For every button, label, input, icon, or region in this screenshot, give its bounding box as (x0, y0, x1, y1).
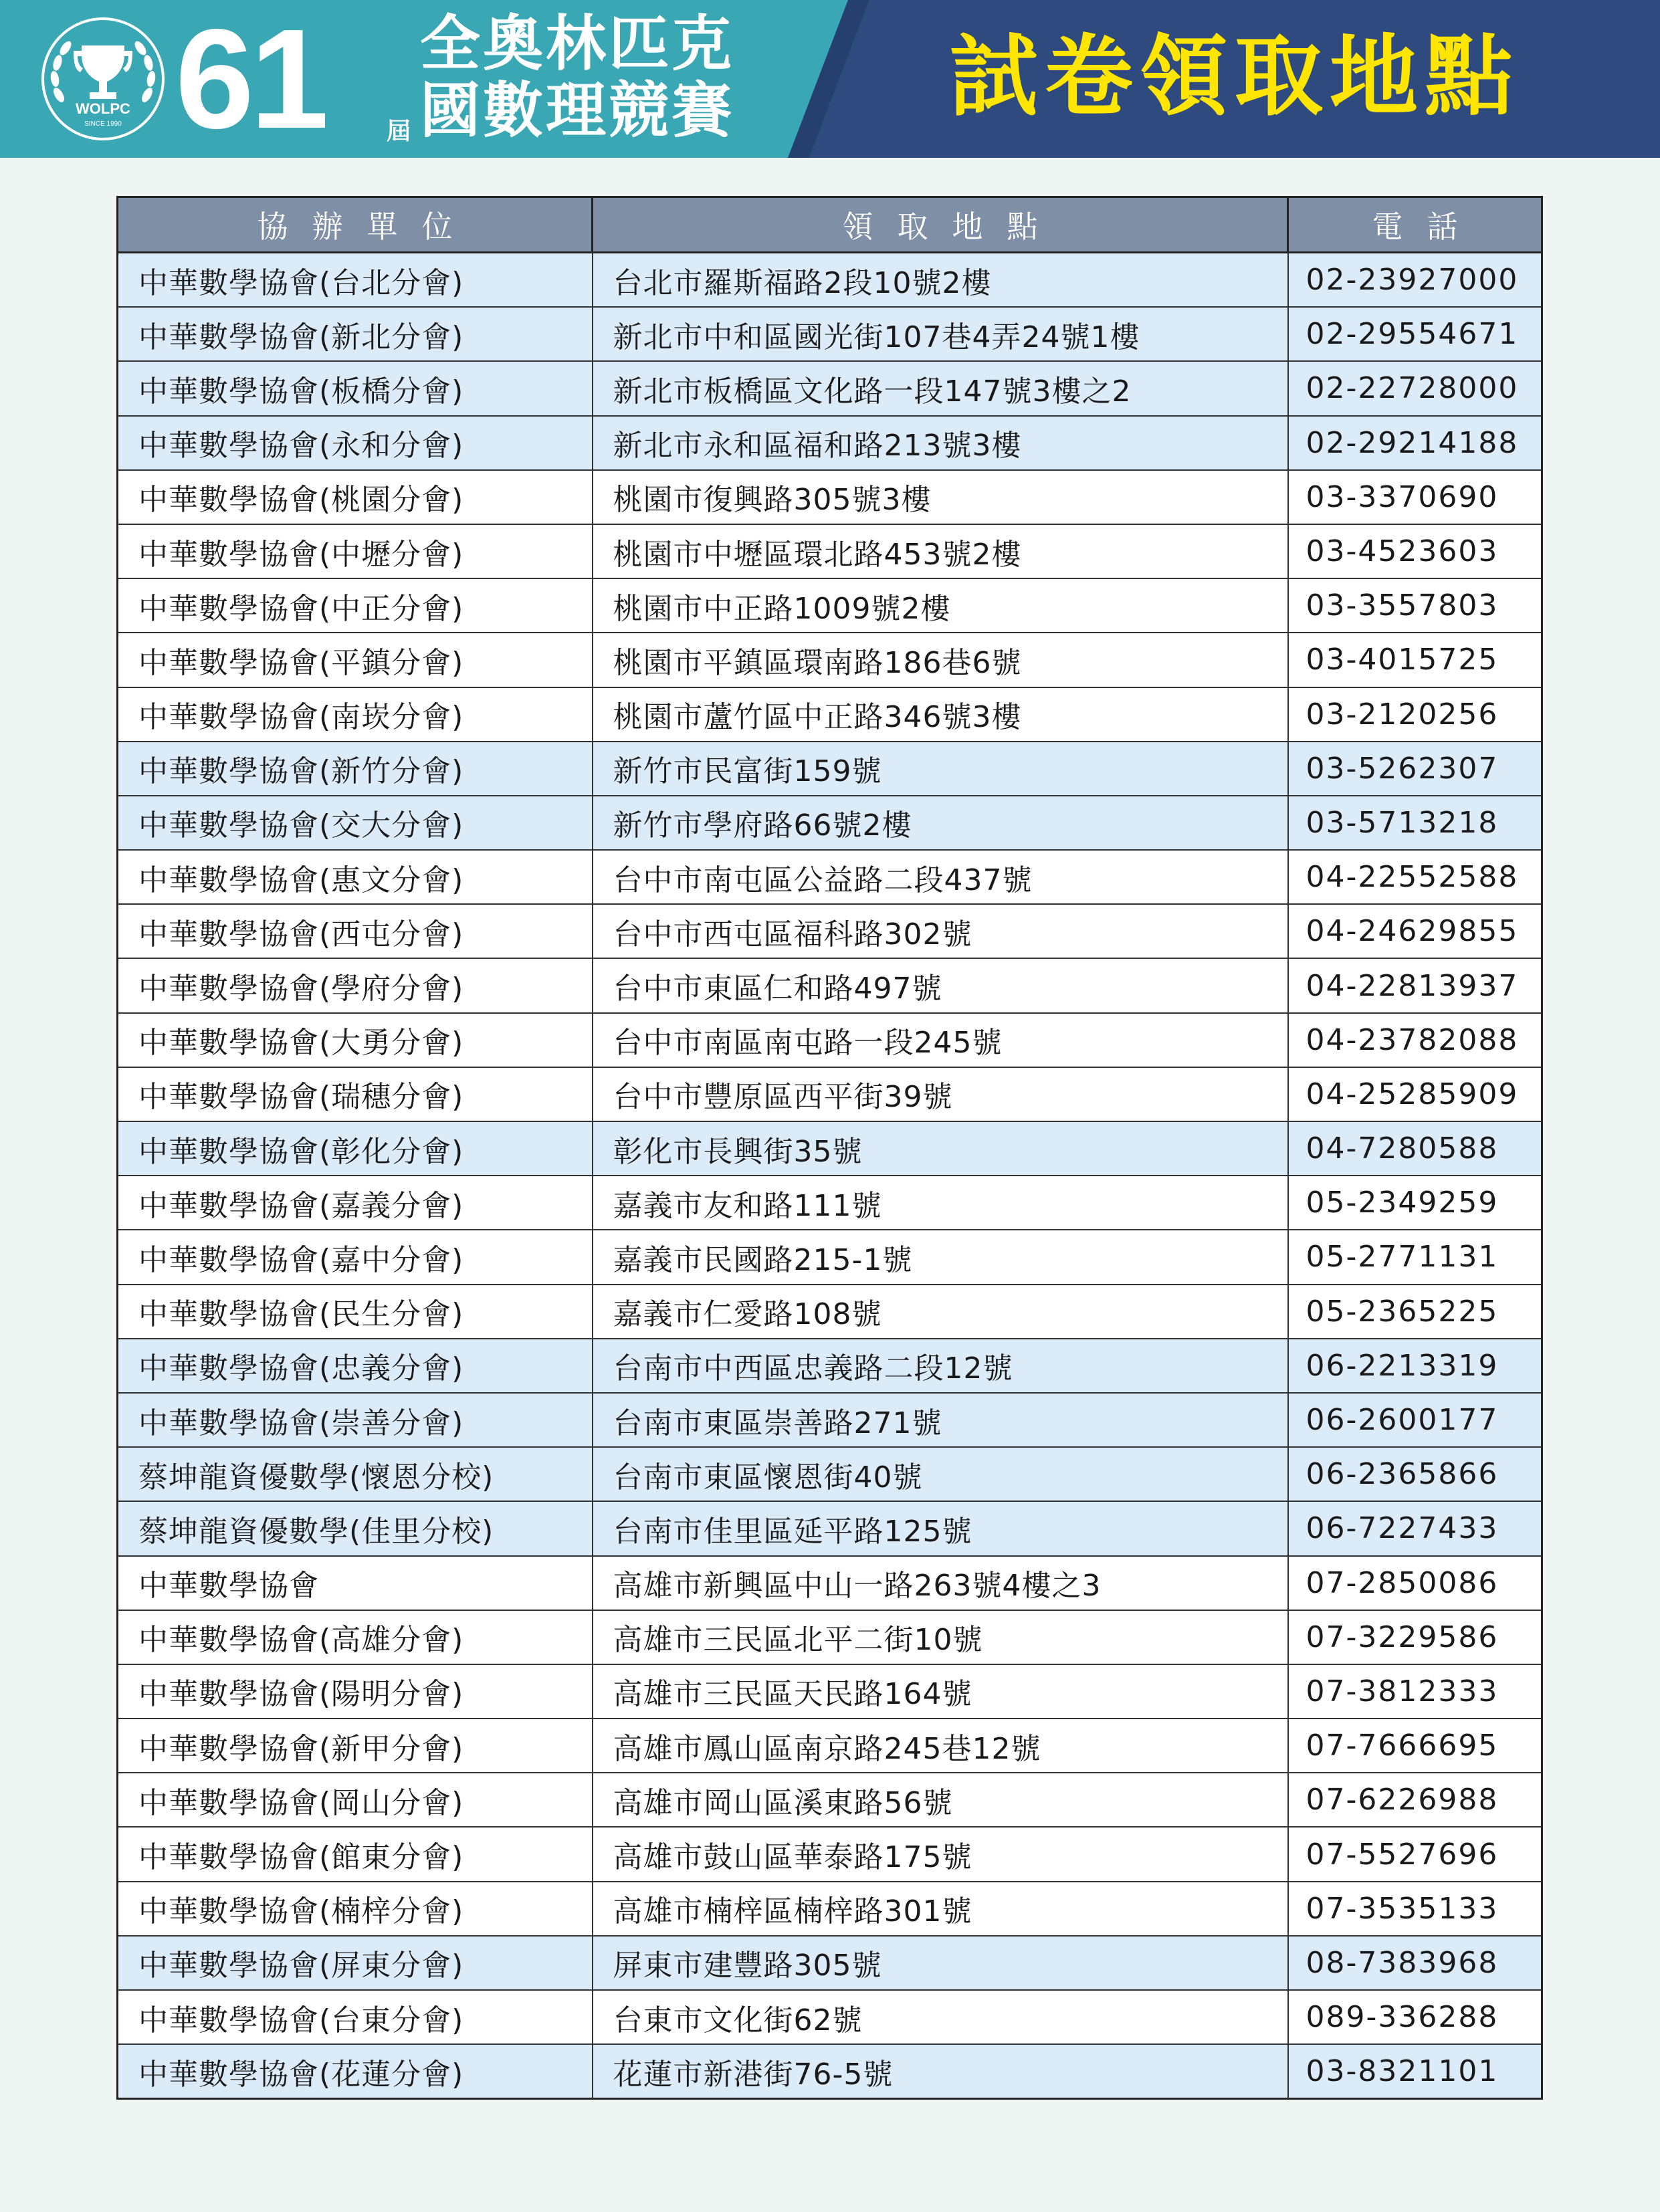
table-row (118, 1990, 1542, 2044)
address-cell: 台中市南區南屯路一段245號 (593, 1013, 1288, 1067)
table-row (118, 2044, 1542, 2099)
organizer-cell: 中華數學協會(瑞穗分會) (118, 1067, 593, 1121)
table-row (118, 578, 1542, 633)
address-cell: 嘉義市仁愛路108號 (593, 1285, 1288, 1339)
address-cell: 高雄市新興區中山一路263號4樓之3 (593, 1556, 1288, 1610)
organizer-cell: 中華數學協會(台北分會) (118, 253, 593, 308)
page-title: 試卷領取地點 (950, 25, 1520, 128)
competition-name-line1: 全奧林匹克 (420, 9, 734, 79)
address-cell: 台南市東區崇善路271號 (593, 1393, 1288, 1447)
table-row (118, 1827, 1542, 1881)
table-row (118, 1067, 1542, 1121)
phone-cell: 03-3370690 (1288, 470, 1542, 524)
organizer-cell: 中華數學協會(西屯分會) (118, 904, 593, 958)
organizer-cell: 中華數學協會(高雄分會) (118, 1610, 593, 1664)
phone-cell: 04-22552588 (1288, 850, 1542, 904)
organizer-cell: 中華數學協會(中壢分會) (118, 524, 593, 578)
organizer-cell: 中華數學協會(岡山分會) (118, 1773, 593, 1827)
table-row (118, 1013, 1542, 1067)
wolpc-logo (39, 15, 167, 143)
table-row (118, 524, 1542, 578)
address-cell: 桃園市蘆竹區中正路346號3樓 (593, 687, 1288, 742)
phone-cell: 04-22813937 (1288, 958, 1542, 1012)
table-row (118, 1664, 1542, 1719)
organizer-cell: 中華數學協會(嘉中分會) (118, 1230, 593, 1284)
table-row (118, 1230, 1542, 1284)
organizer-cell: 中華數學協會(中正分會) (118, 578, 593, 633)
address-cell: 花蓮市新港街76-5號 (593, 2044, 1288, 2099)
phone-cell: 03-2120256 (1288, 687, 1542, 742)
phone-cell: 07-5527696 (1288, 1827, 1542, 1881)
address-cell: 嘉義市友和路111號 (593, 1176, 1288, 1230)
phone-cell: 02-29554671 (1288, 307, 1542, 361)
organizer-cell: 中華數學協會(惠文分會) (118, 850, 593, 904)
table-row (118, 850, 1542, 904)
organizer-cell: 中華數學協會(忠義分會) (118, 1339, 593, 1393)
table-row (118, 416, 1542, 470)
address-cell: 桃園市平鎮區環南路186巷6號 (593, 633, 1288, 687)
organizer-cell: 中華數學協會(民生分會) (118, 1285, 593, 1339)
phone-cell: 03-4015725 (1288, 633, 1542, 687)
table-row (118, 1773, 1542, 1827)
phone-cell: 04-25285909 (1288, 1067, 1542, 1121)
organizer-cell: 中華數學協會(崇善分會) (118, 1393, 593, 1447)
page-header (0, 0, 1660, 158)
address-cell: 台東市文化街62號 (593, 1990, 1288, 2044)
table-row (118, 742, 1542, 796)
phone-cell: 06-2213319 (1288, 1339, 1542, 1393)
address-cell: 台中市東區仁和路497號 (593, 958, 1288, 1012)
phone-cell: 03-5262307 (1288, 742, 1542, 796)
table-row (118, 1393, 1542, 1447)
address-cell: 桃園市中壢區環北路453號2樓 (593, 524, 1288, 578)
organizer-cell: 中華數學協會(交大分會) (118, 796, 593, 850)
phone-cell: 05-2771131 (1288, 1230, 1542, 1284)
phone-cell: 04-23782088 (1288, 1013, 1542, 1067)
organizer-cell: 中華數學協會(大勇分會) (118, 1013, 593, 1067)
organizer-cell: 中華數學協會(桃園分會) (118, 470, 593, 524)
organizer-cell: 中華數學協會(台東分會) (118, 1990, 593, 2044)
organizer-cell: 中華數學協會(花蓮分會) (118, 2044, 593, 2099)
phone-cell: 07-3535133 (1288, 1882, 1542, 1936)
competition-name-line2: 國數理競賽 (420, 76, 734, 146)
organizer-cell: 中華數學協會 (118, 1556, 593, 1610)
address-cell: 新竹市民富街159號 (593, 742, 1288, 796)
header-location: 領取地點 (593, 197, 1288, 253)
table-row (118, 470, 1542, 524)
logo-text: WOLPC (76, 100, 130, 117)
address-cell: 台中市西屯區福科路302號 (593, 904, 1288, 958)
organizer-cell: 中華數學協會(新甲分會) (118, 1719, 593, 1773)
table-row (118, 361, 1542, 415)
table-row (118, 253, 1542, 308)
table-row (118, 687, 1542, 742)
organizer-cell: 中華數學協會(彰化分會) (118, 1121, 593, 1176)
phone-cell: 05-2365225 (1288, 1285, 1542, 1339)
address-cell: 桃園市中正路1009號2樓 (593, 578, 1288, 633)
address-cell: 高雄市三民區天民路164號 (593, 1664, 1288, 1719)
organizer-cell: 中華數學協會(楠梓分會) (118, 1882, 593, 1936)
address-cell: 嘉義市民國路215-1號 (593, 1230, 1288, 1284)
phone-cell: 02-23927000 (1288, 253, 1542, 308)
table-row (118, 1610, 1542, 1664)
organizer-cell: 中華數學協會(屏東分會) (118, 1936, 593, 1990)
table-row (118, 904, 1542, 958)
phone-cell: 07-6226988 (1288, 1773, 1542, 1827)
address-cell: 台南市佳里區延平路125號 (593, 1501, 1288, 1555)
address-cell: 高雄市鼓山區華泰路175號 (593, 1827, 1288, 1881)
table-row (118, 633, 1542, 687)
table-row (118, 1882, 1542, 1936)
phone-cell: 03-3557803 (1288, 578, 1542, 633)
organizer-cell: 中華數學協會(館東分會) (118, 1827, 593, 1881)
table-row (118, 1556, 1542, 1610)
organizer-cell: 中華數學協會(學府分會) (118, 958, 593, 1012)
table-row (118, 1121, 1542, 1176)
phone-cell: 08-7383968 (1288, 1936, 1542, 1990)
header-organizer: 協辦單位 (118, 197, 593, 253)
phone-cell: 07-3812333 (1288, 1664, 1542, 1719)
table-row (118, 1339, 1542, 1393)
phone-cell: 07-2850086 (1288, 1556, 1542, 1610)
table-row (118, 1176, 1542, 1230)
table-row (118, 958, 1542, 1012)
table-row (118, 1936, 1542, 1990)
organizer-cell: 中華數學協會(平鎮分會) (118, 633, 593, 687)
phone-cell: 04-7280588 (1288, 1121, 1542, 1176)
pickup-location-table (116, 196, 1541, 2100)
address-cell: 高雄市三民區北平二街10號 (593, 1610, 1288, 1664)
phone-cell: 03-8321101 (1288, 2044, 1542, 2099)
address-cell: 新北市板橋區文化路一段147號3樓之2 (593, 361, 1288, 415)
phone-cell: 07-7666695 (1288, 1719, 1542, 1773)
phone-cell: 06-2365866 (1288, 1447, 1542, 1501)
address-cell: 台中市南屯區公益路二段437號 (593, 850, 1288, 904)
organizer-cell: 中華數學協會(陽明分會) (118, 1664, 593, 1719)
address-cell: 新竹市學府路66號2樓 (593, 796, 1288, 850)
address-cell: 新北市永和區福和路213號3樓 (593, 416, 1288, 470)
header-phone: 電話 (1288, 197, 1542, 253)
organizer-cell: 中華數學協會(新竹分會) (118, 742, 593, 796)
address-cell: 彰化市長興街35號 (593, 1121, 1288, 1176)
organizer-cell: 中華數學協會(新北分會) (118, 307, 593, 361)
phone-cell: 02-22728000 (1288, 361, 1542, 415)
address-cell: 台北市羅斯福路2段10號2樓 (593, 253, 1288, 308)
organizer-cell: 蔡坤龍資優數學(懷恩分校) (118, 1447, 593, 1501)
address-cell: 台中市豐原區西平街39號 (593, 1067, 1288, 1121)
address-cell: 台南市東區懷恩街40號 (593, 1447, 1288, 1501)
table-header-row (118, 197, 1542, 253)
phone-cell: 03-5713218 (1288, 796, 1542, 850)
phone-cell: 089-336288 (1288, 1990, 1542, 2044)
phone-cell: 03-4523603 (1288, 524, 1542, 578)
table-row (118, 1447, 1542, 1501)
table-row (118, 307, 1542, 361)
table-row (118, 1285, 1542, 1339)
organizer-cell: 中華數學協會(嘉義分會) (118, 1176, 593, 1230)
address-cell: 屏東市建豐路305號 (593, 1936, 1288, 1990)
organizer-cell: 中華數學協會(永和分會) (118, 416, 593, 470)
address-cell: 桃園市復興路305號3樓 (593, 470, 1288, 524)
organizer-cell: 中華數學協會(板橋分會) (118, 361, 593, 415)
logo-since: SINCE 1990 (84, 120, 122, 128)
phone-cell: 05-2349259 (1288, 1176, 1542, 1230)
address-cell: 高雄市鳳山區南京路245巷12號 (593, 1719, 1288, 1773)
organizer-cell: 中華數學協會(南崁分會) (118, 687, 593, 742)
phone-cell: 04-24629855 (1288, 904, 1542, 958)
address-cell: 高雄市楠梓區楠梓路301號 (593, 1882, 1288, 1936)
organizer-cell: 蔡坤龍資優數學(佳里分校) (118, 1501, 593, 1555)
table-row (118, 1501, 1542, 1555)
address-cell: 新北市中和區國光街107巷4弄24號1樓 (593, 307, 1288, 361)
address-cell: 高雄市岡山區溪東路56號 (593, 1773, 1288, 1827)
edition-suffix: 屆 (387, 118, 411, 145)
edition-number: 61 (175, 0, 325, 158)
phone-cell: 06-7227433 (1288, 1501, 1542, 1555)
table-row (118, 1719, 1542, 1773)
address-cell: 台南市中西區忠義路二段12號 (593, 1339, 1288, 1393)
phone-cell: 06-2600177 (1288, 1393, 1542, 1447)
table-row (118, 796, 1542, 850)
phone-cell: 07-3229586 (1288, 1610, 1542, 1664)
phone-cell: 02-29214188 (1288, 416, 1542, 470)
